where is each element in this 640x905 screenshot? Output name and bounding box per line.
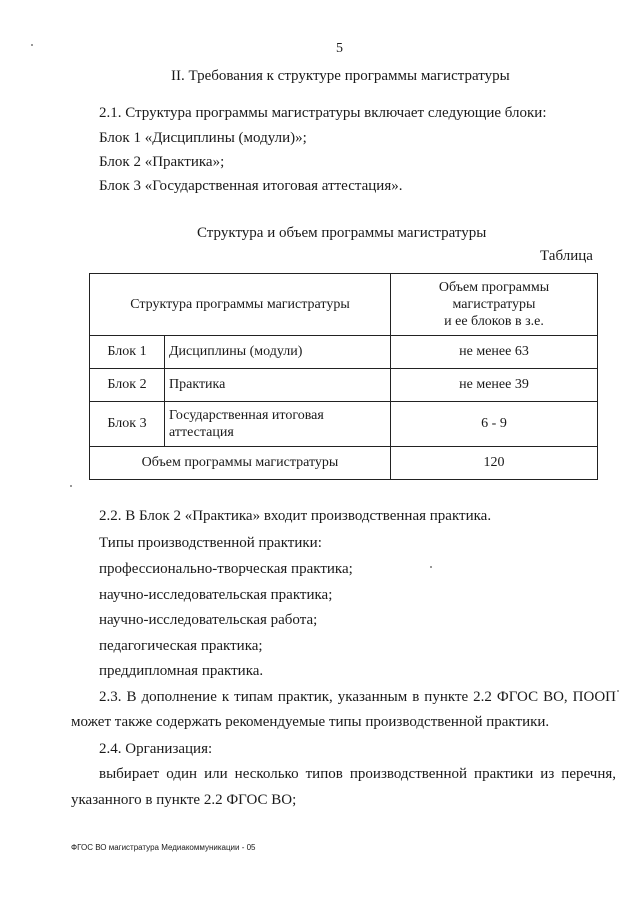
- table-row: [90, 402, 598, 447]
- header-structure-cell: [90, 274, 391, 336]
- section-22-paragraph: 2.2. В Блок 2 «Практика» входит производственная практика.: [99, 508, 492, 524]
- name-cell: Дисциплины (модули): [165, 336, 391, 369]
- volume-cell: 6 - 9: [391, 402, 598, 447]
- practice-type-item: педагогическая практика;: [99, 638, 263, 654]
- structure-table: [89, 273, 598, 480]
- header-volume-line-1: Объем программы: [438, 280, 550, 295]
- practice-type-item: научно-исследовательская практика;: [99, 587, 333, 603]
- header-volume-line-2: магистратуры: [452, 297, 536, 312]
- intro-paragraph: 2.1. Структура программы магистратуры включает следующие блоки:: [99, 105, 547, 121]
- table-row: [90, 336, 598, 369]
- section-24-line-1: выбирает один или несколько типов производственной практики из перечня,: [99, 766, 616, 782]
- block-cell: Блок 2: [90, 369, 165, 402]
- table-row: [90, 369, 598, 402]
- practice-type-item: научно-исследовательская работа;: [99, 612, 318, 628]
- block-2-item: Блок 2 «Практика»;: [99, 154, 225, 170]
- block-cell: Блок 1: [90, 336, 165, 369]
- total-label-cell: Объем программы магистратуры: [90, 447, 391, 480]
- header-volume-line-3: и ее блоков в з.е.: [444, 314, 544, 329]
- name-cell: Практика: [165, 369, 391, 402]
- footer-text: ФГОС ВО магистратура Медиакоммуникации - 05: [71, 843, 256, 852]
- total-value-cell: 120: [391, 447, 598, 480]
- scan-speck: [70, 485, 72, 487]
- section-23-line-1: 2.3. В дополнение к типам практик, указанным в пункте 2.2 ФГОС ВО, ПООП: [99, 689, 616, 705]
- practice-type-item: преддипломная практика.: [99, 663, 264, 679]
- scan-speck: [430, 566, 432, 568]
- practice-types-title: Типы производственной практики:: [99, 535, 322, 551]
- volume-cell: не менее 39: [391, 369, 598, 402]
- table-caption: Структура и объем программы магистратуры: [197, 225, 487, 241]
- name-line-2: аттестация: [169, 425, 234, 440]
- block-3-item: Блок 3 «Государственная итоговая аттестация».: [99, 178, 403, 194]
- table-total-row: [90, 447, 598, 480]
- scan-speck: [617, 690, 619, 692]
- name-cell: [165, 402, 391, 447]
- section-24-line-2: указанного в пункте 2.2 ФГОС ВО;: [71, 792, 297, 808]
- volume-cell: не менее 63: [391, 336, 598, 369]
- table-label: Таблица: [540, 248, 593, 264]
- table-header-row: [90, 274, 598, 336]
- header-structure-text: Структура программы магистратуры: [130, 296, 350, 312]
- block-1-item: Блок 1 «Дисциплины (модули)»;: [99, 130, 307, 146]
- practice-type-item: профессионально-творческая практика;: [99, 561, 353, 577]
- scan-speck: [31, 44, 33, 46]
- section-23-line-2: может также содержать рекомендуемые типы производственной практики.: [71, 714, 550, 730]
- header-volume-cell: [391, 274, 598, 336]
- section-heading: II. Требования к структуре программы магистратуры: [171, 68, 510, 84]
- page-number: 5: [336, 41, 343, 56]
- block-cell: Блок 3: [90, 402, 165, 447]
- section-24-title: 2.4. Организация:: [99, 741, 213, 757]
- name-line-1: Государственная итоговая: [169, 408, 324, 423]
